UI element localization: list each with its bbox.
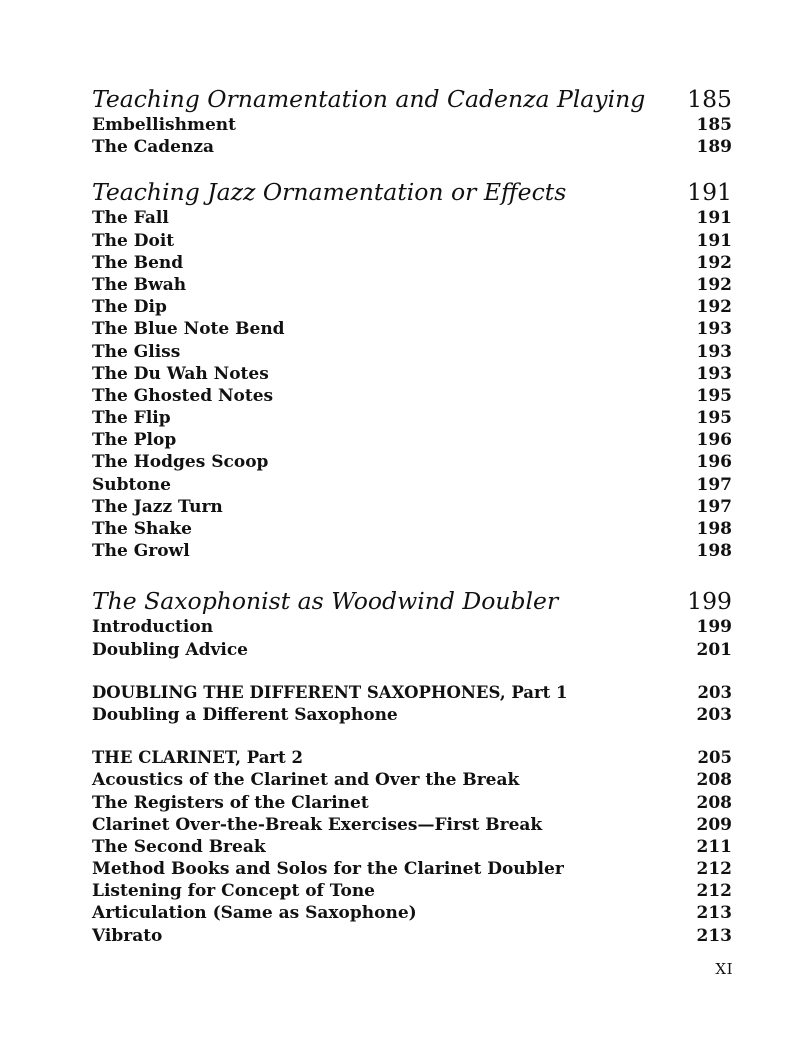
toc-entry: [92, 639, 732, 661]
entry-label: The Flip: [92, 408, 171, 429]
entry-label: The Hodges Scoop: [92, 452, 269, 473]
toc-entry: [92, 540, 732, 562]
part-page: 203: [697, 682, 732, 702]
section-title: Teaching Ornamentation and Cadenza Playing: [92, 85, 646, 113]
entry-label: Acoustics of the Clarinet and Over the Break: [92, 770, 520, 791]
entry-label: The Second Break: [92, 836, 266, 857]
entry-page: 193: [696, 363, 732, 384]
toc-entry: [92, 474, 732, 496]
toc-entry: [92, 363, 732, 385]
toc-entry: [92, 704, 732, 726]
entry-label: The Blue Note Bend: [92, 319, 285, 340]
part-heading: [92, 747, 732, 769]
entry-label: Doubling a Different Saxophone: [92, 704, 398, 725]
toc-entry: [92, 318, 732, 340]
entry-label: Articulation (Same as Saxophone): [92, 903, 417, 924]
toc-entry: [92, 902, 732, 924]
entry-page: 192: [696, 297, 732, 318]
section-title: The Saxophonist as Woodwind Doubler: [92, 587, 559, 616]
toc-entry: [92, 496, 732, 518]
toc-entry: [92, 792, 732, 814]
entry-page: 196: [696, 452, 732, 473]
entry-page: 192: [696, 274, 732, 295]
entry-label: Clarinet Over-the-Break Exercises—First Break: [92, 814, 543, 835]
page-folio: XI: [715, 960, 733, 978]
entry-label: The Du Wah Notes: [92, 363, 269, 384]
entry-label: Embellishment: [92, 115, 236, 135]
entry-page: 191: [696, 208, 732, 229]
entry-page: 201: [696, 639, 732, 660]
toc-entry: [92, 230, 732, 252]
toc-entry: [92, 451, 732, 473]
entry-page: 198: [696, 519, 732, 539]
toc-entry: [92, 114, 732, 136]
entry-page: 209: [696, 814, 732, 835]
entry-label: Method Books and Solos for the Clarinet Doubler: [92, 859, 564, 880]
entry-label: The Cadenza: [92, 137, 215, 158]
toc-entry: [92, 407, 732, 429]
toc-entry: [92, 207, 732, 229]
entry-label: The Bend: [92, 252, 184, 273]
toc-entry: [92, 296, 732, 318]
entry-label: The Registers of the Clarinet: [92, 792, 369, 813]
entry-page: 196: [696, 430, 732, 451]
section-page: 185: [687, 85, 732, 113]
section-page: 191: [687, 178, 732, 207]
toc-entry: [92, 836, 732, 858]
entry-label: The Fall: [92, 208, 169, 229]
toc-entry: [92, 814, 732, 836]
section-heading: [92, 177, 732, 207]
entry-page: 208: [696, 770, 732, 791]
entry-label: Subtone: [92, 474, 171, 495]
toc-entry: [92, 858, 732, 880]
entry-page: 185: [696, 115, 732, 135]
toc-entry: [92, 429, 732, 451]
toc-entry: [92, 616, 732, 638]
entry-label: Doubling Advice: [92, 639, 248, 660]
entry-page: 189: [696, 137, 732, 158]
entry-page: 208: [696, 792, 732, 813]
table-of-contents: [92, 84, 732, 947]
entry-page: 199: [696, 617, 732, 638]
part-title: THE CLARINET, Part 2: [92, 748, 303, 768]
entry-page: 193: [696, 319, 732, 340]
toc-entry: [92, 385, 732, 407]
part-page: 205: [697, 748, 732, 768]
toc-entry: [92, 136, 732, 158]
part-heading: [92, 682, 732, 704]
entry-label: The Dip: [92, 297, 167, 318]
toc-entry: [92, 925, 732, 947]
entry-label: Listening for Concept of Tone: [92, 881, 375, 902]
toc-entry: [92, 274, 732, 296]
section-heading: [92, 84, 732, 114]
entry-page: 213: [696, 925, 732, 946]
section-page: 199: [687, 587, 732, 616]
entry-page: 193: [696, 341, 732, 362]
section-heading: [92, 586, 732, 616]
entry-page: 197: [696, 496, 732, 517]
toc-entry: [92, 769, 732, 791]
entry-label: Vibrato: [92, 925, 163, 946]
entry-page: 212: [696, 859, 732, 880]
entry-label: The Jazz Turn: [92, 496, 223, 517]
entry-page: 195: [696, 408, 732, 429]
part-title: DOUBLING THE DIFFERENT SAXOPHONES, Part 1: [92, 682, 568, 702]
entry-label: The Growl: [92, 541, 190, 562]
entry-page: 191: [696, 230, 732, 251]
entry-page: 211: [696, 836, 732, 857]
toc-entry: [92, 880, 732, 902]
entry-label: The Doit: [92, 230, 175, 251]
entry-label: Introduction: [92, 617, 214, 638]
toc-entry: [92, 252, 732, 274]
entry-label: The Gliss: [92, 341, 181, 362]
entry-page: 195: [696, 385, 732, 406]
entry-label: The Shake: [92, 519, 192, 539]
entry-label: The Bwah: [92, 274, 187, 295]
entry-page: 212: [696, 881, 732, 902]
entry-page: 198: [696, 541, 732, 562]
entry-page: 197: [696, 474, 732, 495]
entry-page: 203: [696, 704, 732, 725]
toc-entry: [92, 341, 732, 363]
entry-page: 213: [696, 903, 732, 924]
section-title: Teaching Jazz Ornamentation or Effects: [92, 178, 567, 207]
entry-page: 192: [696, 252, 732, 273]
entry-label: The Plop: [92, 430, 177, 451]
toc-entry: [92, 518, 732, 540]
entry-label: The Ghosted Notes: [92, 385, 274, 406]
